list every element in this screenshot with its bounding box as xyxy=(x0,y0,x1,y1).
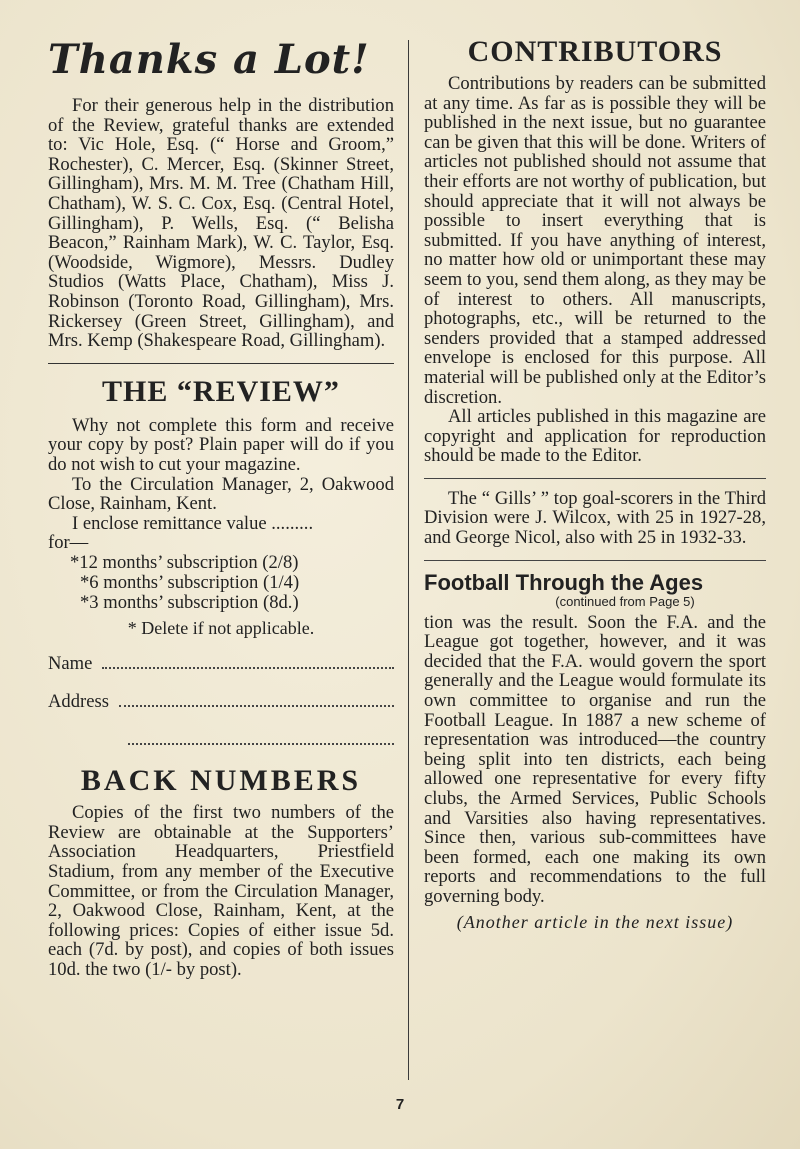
section-rule xyxy=(48,363,394,364)
address-dotted-line[interactable] xyxy=(119,691,394,707)
address-dotted-line-2[interactable] xyxy=(128,729,394,745)
contributors-para-2: All articles published in this magazine are copyright and application for reproduction should be made to the Editor. xyxy=(424,406,766,467)
contributors-para-1: Contributions by readers can be submitted at any time. As far as is possible they will be published in the next issue, but no guarantee can be given that this will be done. Writers of articles not published should not assume that their efforts are not worthy of publication, but should appreciate that it will not always be possible to insert everything that is submitted. If you have anything of interest, no matter how old or unimportant these may seem to you, send them along, as they may be of interest to others. All manuscripts, photographs, etc., will be returned to the senders provided that a stamped addressed envelope is enclosed for this purpose. All material will be published only at the Editor’s discretion. xyxy=(424,73,766,408)
contributors-title: CONTRIBUTORS xyxy=(467,35,723,68)
review-title: THE “REVIEW” xyxy=(102,374,340,408)
back-numbers-title: BACK NUMBERS xyxy=(80,764,362,798)
review-enclose: I enclose remittance value ......... xyxy=(72,512,314,534)
section-rule xyxy=(424,560,766,561)
next-issue-note: (Another article in the next issue) xyxy=(456,911,734,932)
thanks-title: Thanks a Lot! xyxy=(48,36,370,83)
football-title: Football Through the Ages xyxy=(424,569,704,595)
right-column xyxy=(424,36,766,933)
address-field[interactable] xyxy=(48,691,394,713)
name-dotted-line[interactable] xyxy=(102,653,394,669)
delete-note: * Delete if not applicable. xyxy=(127,618,315,639)
name-label: Name xyxy=(48,653,93,675)
name-field[interactable] xyxy=(48,653,394,675)
football-body: tion was the result. Soon the F.A. and the League got together, however, and it was decided that the F.A. would govern the sport generally and the League would formulate its own committee to organise and run the Football League. In 1887 a new scheme of representation was introduced—the country being split into ten districts, each being allowed one representative for every fifty clubs, the Armed Services, Public Schools and Varsities also having representatives. Since then, various sub-committees have been formed, each one making its own reports and recommendations to the full governing body. xyxy=(424,611,766,907)
page-number: 7 xyxy=(395,1096,405,1113)
column-divider xyxy=(408,40,409,1080)
subscription-option-6[interactable]: *6 months’ subscription (1/4) xyxy=(80,572,300,594)
section-rule xyxy=(424,478,766,479)
left-column xyxy=(48,36,394,980)
subscription-option-12[interactable]: *12 months’ subscription (2/8) xyxy=(70,552,299,574)
address-label: Address xyxy=(48,691,109,713)
thanks-body: For their generous help in the distribution of the Review, grateful thanks are extended to: Vic Hole, Esq. (“ Horse and Groom,” Rochester), C. Mercer, Esq. (Skinner Street, Gillingham), Mrs. M. M. Tree (Chatham Hill, Chatham), W. S. C. Cox, Esq. (Central Hotel, Gillingham), P. Wells, Esq. (“ Belisha Beacon,” Rainham Mark), W. C. Taylor, Esq. (Woodside, Wigmore), Messrs. Dudley Studios (Watts Place, Chatham), Miss J. Robinson (Toronto Road, Gillingham), Mrs. Rickersey (Green Street, Gillingham), and Mrs. Kemp (Shakespeare Road, Gillingham). xyxy=(48,95,394,352)
back-numbers-body: Copies of the first two numbers of the Review are obtainable at the Supporters’ Association Headquarters, Priestfield Stadium, from any member of the Executive Committee, or from the Circulation Manager, 2, Oakwood Close, Rainham, Kent, at the following prices: Copies of either issue 5d. each (7d. by post), and copies of both issues 10d. the two (1/- by post). xyxy=(48,802,394,981)
review-address-to: To the Circulation Manager, 2, Oakwood Close, Rainham, Kent. xyxy=(48,473,394,515)
review-for: for— xyxy=(48,532,89,554)
gills-fact: The “ Gills’ ” top goal-scorers in the Third Division were J. Wilcox, with 25 in 1927-28, and George Nicol, also with 25 in 1932-33. xyxy=(424,487,766,549)
review-intro: Why not complete this form and receive your copy by post? Plain paper will do if you do not wish to cut your magazine. xyxy=(48,414,394,475)
football-continued: (continued from Page 5) xyxy=(555,593,695,609)
address-field-line-2[interactable] xyxy=(48,729,394,745)
subscription-option-3[interactable]: *3 months’ subscription (8d.) xyxy=(80,592,299,614)
